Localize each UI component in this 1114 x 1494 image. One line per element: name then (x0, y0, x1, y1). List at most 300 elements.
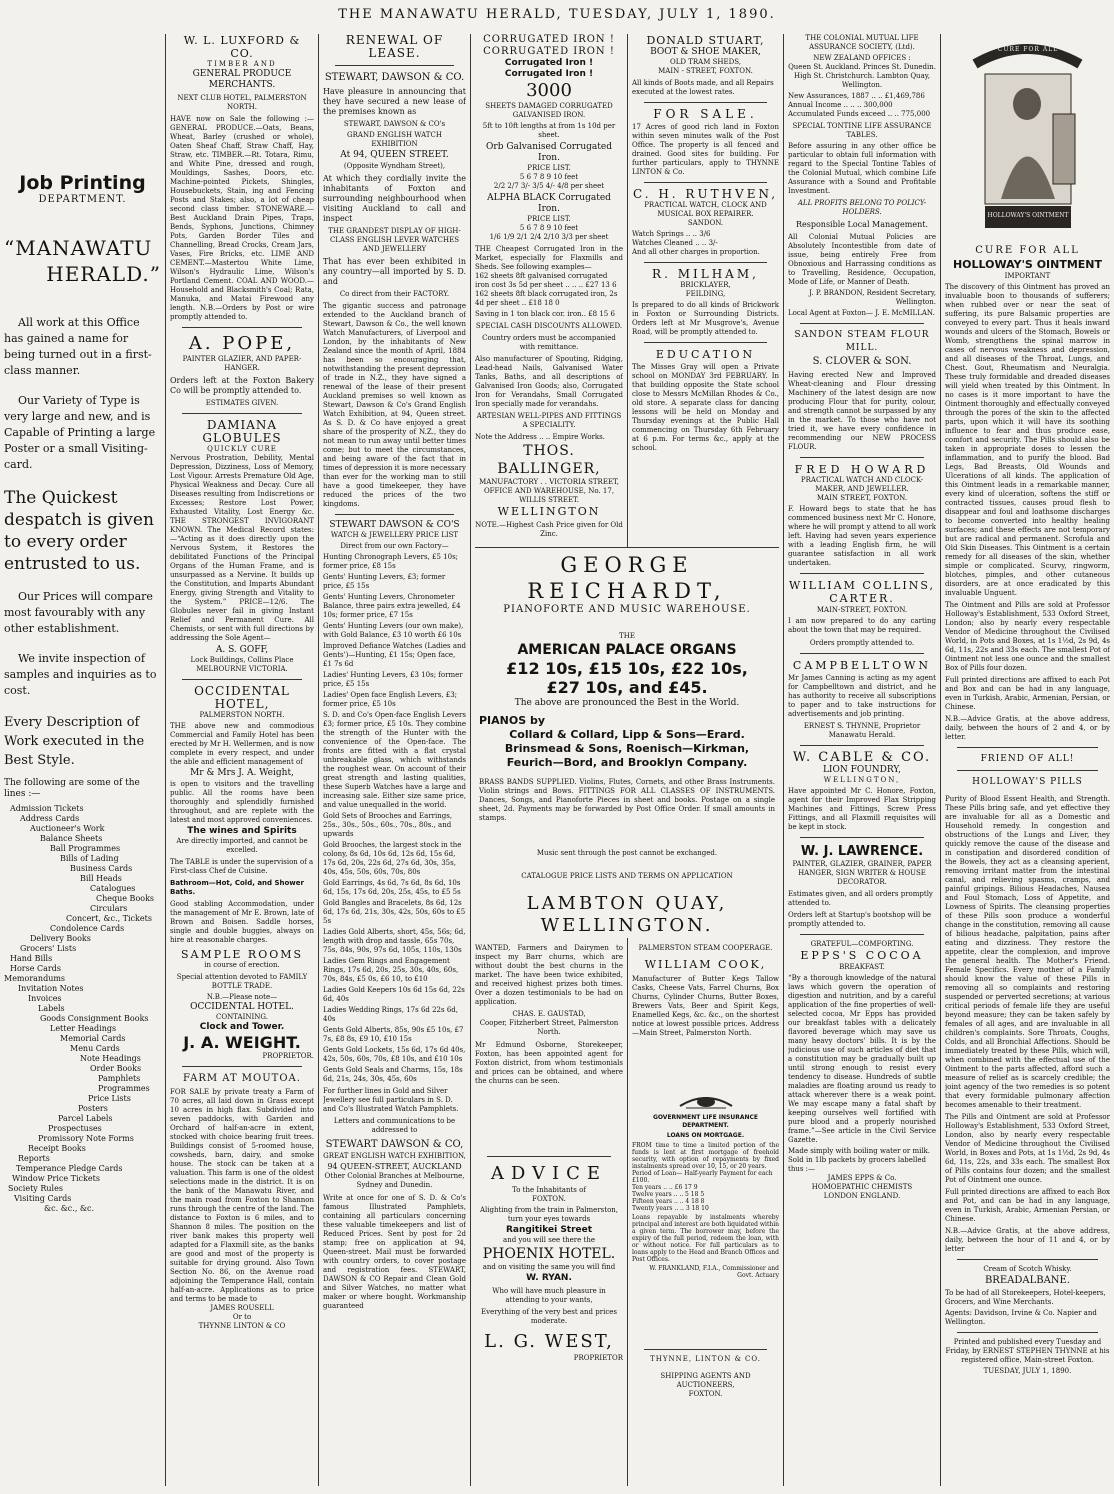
ad-name: THOS. BALLINGER, (497, 443, 601, 477)
price-list-item: Hunting Chronograph Levers, £5 10s; former price, £8 15s (323, 553, 459, 570)
ad-body: is open to visitors and the travelling public. All the rooms have been thoroughly and splendidly furnished throughout, and are replete with the latest and most approved conveniences. (170, 780, 314, 824)
ad-title: SANDON STEAM FLOUR MILL. (794, 330, 930, 353)
ad-location: PALMERSTON NORTH. (199, 711, 285, 719)
list-item: Reports (18, 1154, 50, 1163)
divider (800, 653, 924, 654)
loan-row: Twelve years .. .. 5 18 5 (632, 1191, 705, 1198)
ad-subtitle: CARTER. (829, 592, 895, 605)
list-item: Price Lists (88, 1094, 131, 1103)
lines-intro: The following are some of the lines :— (4, 778, 140, 799)
ad-heading: FRIEND OF ALL! (980, 754, 1075, 764)
ad-body: Everything of the very best and prices moderate. (481, 1308, 617, 1325)
ad-highlight: Clock and Tower. (199, 1022, 285, 1032)
list-item: Letter Headings (50, 1024, 117, 1033)
ad-signature: W. FRANKLAND, F.I.A., Commissioner and Govt. Actuary (649, 1265, 779, 1279)
price-list-item: Ladies Gem Rings and Engagement Rings, 17s 6d, 20s, 25s, 30s, 40s, 60s, 70s, 84s, £5 0s, £6 10, to £10 (323, 957, 459, 983)
ad-title: FARM AT MOUTOA. (183, 1073, 301, 1084)
ad-body: The Ointment and Pills are sold at Professor Holloway's Establishment, 533 Oxford Street, London; also by nearly every respectable Vendor of Medicine throughout the Civilised World, in Pots and Boxes, at 1s 1½d, 2s 9d, 4s 6d, 11s, 22s and 33s each. The smallest Pot of Ointment not less one ounce and the smallest Box of Pills four dozen. (945, 601, 1110, 672)
ad-body: 17 Acres of good rich land in Foxton within seven minutes walk of the Post Office. The property is all fenced and drained. Good sites for building. For further particulars, apply to THYNNE LINTON & Co. (632, 123, 779, 176)
ad-title: Corrugated Iron ! (504, 69, 594, 79)
ad-name: CHAS. E. GAUSTAD, (512, 1010, 586, 1018)
job-printing-text: We invite inspection of samples and inquiries as to cost. (4, 652, 157, 697)
ad-note: N.B.—Please note— (206, 993, 278, 1001)
crest-icon (632, 1092, 779, 1114)
list-item: Parcel Labels (58, 1114, 113, 1123)
ad-body: Before assuring in any other office be particular to obtain full information with regard to the Special Tontine Tables of the Colonial Mutual, which combine Life Assurance with a Sound and Profitable Investment. (788, 142, 936, 195)
herald-title-2: HERALD.” (46, 262, 161, 286)
divider (800, 837, 924, 838)
ad-subtitle: NEW ZEALAND OFFICES : (813, 54, 911, 62)
stat-row: Annual Income .. .. .. 300,000 (788, 101, 893, 109)
ad-location: SANDON. (687, 219, 724, 227)
ad-body: Co direct from their FACTORY. (339, 290, 450, 298)
column-4-lower (475, 940, 623, 1486)
price-list-item: Gents Gold Lockets, 15s 6d, 17s 6d 40s, 42s, 50s, 60s, 70s, £8 10s, and £10 10s (323, 1046, 466, 1063)
ad-location: NEXT CLUB HOTEL, PALMERSTON NORTH. (177, 94, 307, 111)
list-item: Auctioneer's Work (30, 824, 105, 833)
ad-name: THYNNE, LINTON & CO. (650, 1355, 761, 1363)
ad-highlight: Responsible Local Management. (795, 220, 929, 229)
ad-name: PHOENIX HOTEL. (482, 1246, 616, 1262)
ad-title: HOLLOWAY'S OINTMENT (952, 258, 1103, 271)
ad-body: Special attention devoted to FAMILY BOTTLE TRADE. (176, 973, 308, 990)
list-item: Catalogues (90, 884, 136, 893)
ad-subtitle: ALPHA BLACK Corrugated Iron. (487, 193, 611, 214)
ad-address: Queen St. Auckland. Princes St. Dunedin. High St. Christchurch. Lambton Quay, Wellington. (788, 63, 936, 89)
ad-address: Cooper, Fitzherbert Street, Palmerston North. (479, 1019, 619, 1036)
ad-body: THE Cheapest Corrugated Iron in the Market, especially for Flaxmills and Sheds. See following examples— (475, 245, 623, 271)
ad-location: FEILDING, (685, 290, 726, 298)
ad-subtitle: PRACTICAL WATCH, CLOCK AND MUSICAL BOX REPAIRER. (644, 201, 767, 218)
divider (644, 102, 767, 103)
divider (800, 745, 924, 746)
price-list-item: Ladies' Hunting Levers, £3 10s; former price, £5 15s (323, 671, 463, 688)
ad-address: (Opposite Wyndham Street), (343, 162, 446, 170)
ad-body: THE above new and commodious Commercial and Family Hotel has been erected by Mr H. Wellermen, and is now complete in every respect, and under the able and efficient management of (170, 722, 314, 766)
ad-title: W. CABLE & CO. (792, 750, 932, 765)
ad-subtitle: GENERAL PRODUCE (192, 69, 292, 79)
ad-title: EDUCATION (655, 348, 756, 361)
list-item: Ball Programmes (50, 844, 121, 853)
ad-subtitle: PIANOS by (479, 714, 546, 727)
ad-subtitle: SHEETS DAMAGED CORRUGATED GALVANISED IRON. (485, 102, 613, 119)
column-3 (323, 34, 466, 1486)
ad-heading: Cream of Scotch Whisky. (983, 1265, 1072, 1273)
price-list-item: Ladies Wedding Rings, 17s 6d 22s 6d, 40s (323, 1006, 458, 1023)
ad-title: EPPS'S COCOA (800, 949, 924, 962)
list-item: Bills of Lading (60, 854, 119, 863)
loan-row: Ten years .. .. £6 17 9 (632, 1184, 698, 1191)
ad-subtitle: PRACTICAL WATCH AND CLOCK-MAKER, AND JEWELLER. (800, 476, 924, 493)
ad-number: 3000 (526, 80, 572, 101)
list-item: Memorial Cards (60, 1034, 126, 1043)
divider (335, 514, 454, 515)
ad-title: CAMPBELLTOWN (792, 659, 932, 672)
ad-body: The discovery of this Ointment has proved an invaluable boon to thousands of sufferers; when rubbed over or near the seat of suffering, its pure Balsamic properties are conveyed to every part. Thus it heals inward wounds and ulcers of the Stomach, Bowels or Womb, strengthens the spinal marrow in cases of nervous weakness and depression, and all diseases of the Throat, Lungs, and Chest. Gout, Rheumatism and Neuralgia. These truly formidable and dreaded diseases will yield when treated by this Ointment. In no cases is it more important to have the Ointment thoroughly and effectually conveyed through the pores of the skin to the affected parts, upon which it will have its soothing influence to fear and thus produce ease, comfort and security. The Pills should also be taken in appropriate doses to lessen the inflammation, and to purify the blood. Bad Legs, Bad Breasts, Old Wounds and Ulcerations of all kinds. The application of this Ointment leads in a remarkable manner, every kind of ulceration, softens the stiff or contracted tissues, causes proud flesh to disappear and foul and loathsome discharges to become converted into healthy healing surfaces; and these effects are not temporary but are radical and permanent. Scrofula and Old Skin Diseases. This Ointment is a certain remedy for all diseases of the skin, whether simple or complicated. Scurvy, ringworm, blotches, pimples, and other cutaneous disorders, are at once eradicated by this invaluable Unguent. (945, 283, 1110, 597)
ad-signature: ERNEST S. THYNNE, Proprietor Manawatu Herald. (803, 722, 921, 739)
divider (957, 747, 1098, 748)
ad-body: STEWART, DAWSON & CO's (343, 120, 446, 128)
price-list-item: Ladies' Open face English Levers, £3; former price, £5 10s (323, 691, 458, 708)
price-list-item: Gents Gold Alberts, 85s, 90s £5 10s, £7 7s, £8 8s, £9 10, £10 15s (323, 1026, 464, 1043)
ad-body: Full printed directions are affixed to each Pot and Box and can be had in any language, even in Turkish, Arabic, Armenian, Persian, or Chinese. (945, 676, 1110, 711)
job-printing-text: All work at this Office has gained a name for being turned out in a first-class manner. (4, 316, 152, 377)
price-row: Saving in 1 ton black cor. iron.. £8 15 6 (475, 310, 615, 318)
ad-title: GOVERNMENT LIFE INSURANCE DEPARTMENT. (652, 1114, 759, 1129)
price-row: 5 6 7 8 9 10 feet (519, 224, 579, 232)
ad-body: Sold in 1lb packets by grocers labelled thus :— (788, 1156, 926, 1173)
list-item: Circulars (90, 904, 128, 913)
column-rule (783, 34, 784, 1486)
ad-body: All Colonial Mutual Policies are Absolutely Incontestible from date of issue, being entirely Free from Obnoxious and Harrassing conditions as to Travelling, Residence, Occupation, Mode of Life, or Manner of Death. (788, 233, 936, 286)
loan-row: Period of Loan— Half-yearly Payment for each £100. (632, 1170, 773, 1184)
column-6 (788, 34, 936, 1486)
ad-address: Lock Buildings, Collins Place MELBOURNE VICTORIA. (190, 656, 294, 673)
ad-body: Orders left at Startup's bootshop will be promptly attended to. (788, 911, 932, 928)
ad-subtitle: BRICKLAYER, (680, 281, 731, 289)
ad-body: Mr James Canning is acting as my agent for Campbelltown and district, and he has authority to receive all subscriptions to paper and to take instructions for advertisements and job printing. (788, 674, 936, 718)
column-5-lower (632, 940, 779, 1486)
ad-name: WILLIAM COOK, (644, 958, 767, 971)
ad-body: FROM time to time a limited portion of the funds is lent at first mortgage of freehold security, with option of repayments by fixed instalments spread over 10, 15, or 20 years. (632, 1142, 779, 1170)
ad-body: And all other charges in proportion. (632, 248, 760, 256)
ad-body: Have pleasure in announcing that they have secured a new lease of the premises known as (323, 87, 466, 116)
ad-location: OLD TRAM SHEDS, (669, 58, 741, 66)
divider (335, 65, 454, 66)
ad-title: PALMERSTON STEAM COOPERAGE. (638, 944, 773, 952)
ad-title: DONALD STUART, (646, 34, 765, 47)
ad-heading: CURE FOR ALL (975, 245, 1080, 256)
list-item: Posters (78, 1104, 108, 1113)
ad-body: FOR SALE by private treaty a Farm of 70 acres, all laid down in Grass except 10 acres in high flax. Subdivided into seven paddocks, with Garden and Orchard of half-an-acre in extent, stocked with choice bearing fruit trees. Buildings consist of 5-roomed house, cowsheds, barn, dairy, and smoke house. The stock can be taken at a valuation. This farm is one of the oldest selections made in the district. It is on the bank of the Manawatu River, and the main road from Foxton to Shannon runs through the centre of the land. The distance to Foxton is 6 miles, and to Shannon 8 miles. The position on the river bank makes this property well adapted for a Flaxmill site, as the banks are good and most of the property is suitable for drying ground. Also Town Section No. 86, on the Avenue road adjoining the Temperance Hall, contain half-an-acre. Applications as to price and terms to be made to (170, 1088, 314, 1303)
ad-title: Corrugated Iron ! (504, 58, 594, 68)
ad-title: OCCIDENTAL HOTEL, (194, 684, 290, 711)
ad-note: N.B.—Advice Gratis, at the above address, daily, between the hour of 11 and 4, or by letter (945, 1227, 1110, 1253)
ad-title: THE COLONIAL MUTUAL LIFE ASSURANCE SOCIETY, (Ltd). (805, 34, 919, 51)
ad-highlight: SAMPLE ROOMS (180, 948, 304, 961)
ad-body: in course of erection. (204, 961, 280, 969)
ad-body: The gigantic success and patronage extended to the Auckland branch of Stewart, Dawson & Co., the well known Watch Manufacturers, of Liverpool and London, by the inhabitants of New Zealand since the month of April, 1884 has been so encouraging that, notwithstanding the present depression of trade in N.Z., they have signed a renewal of the lease of their present Auckland premises so well known as Stewart, Dawson & Co's Grand English Watch Exhibition, at 94, Queen street. As S. D. & Co have enjoyed a great share of the prosperity of N.Z., they do not mean to run away until better times come; but to meet the circumstances, and being aware of the fact that in times of depression it is more necessary than ever for the working man to still have a good timekeeper, they have reduced the prices of the two kingdoms. (323, 302, 466, 508)
loan-row: Fifteen years .. .. 4 18 8 (632, 1198, 705, 1205)
ad-subtitle: PIANOFORTE AND MUSIC WAREHOUSE. (503, 604, 751, 615)
ad-body: Is prepared to do all kinds of Brickwork in Foxton or Surrounding Districts. Orders left at Mr Musgrove's, Avenue Road, will be promptly attended to. (632, 301, 779, 336)
list-item: Condolence Cards (50, 924, 125, 933)
ad-note: NOTE.—Highest Cash Price given for Old Zinc. (475, 521, 623, 538)
price-list-item: S. D. and Co's Open-face English Levers £3; former price, £5 10s. They combine the strength of the Hunter with the convenience of the Open-face. The fronts are fitted with a flat crystal unbreakable glass, which withstands the roughest wear. On account of their great strength and lasting qualities, these Superb Watches have a large and increasing sale. Either size same price, and value unequalled in the world. (323, 711, 466, 809)
ad-address: LAMBTON QUAY, WELLINGTON. (526, 893, 728, 936)
list-item: Invoices (28, 994, 62, 1003)
ad-subtitle: Orb Galvanised Corrugated Iron. (486, 142, 612, 163)
column-rule (165, 34, 166, 1486)
list-item: Promissory Note Forms (38, 1134, 134, 1143)
ad-subtitle: IMPORTANT (1004, 272, 1051, 280)
price-row: 162 sheets 8ft galvanised corrugated iron cost 3s 5d per sheet .. .. .. £27 13 6 (475, 272, 617, 289)
list-item: Hand Bills (10, 954, 53, 963)
herald-title-1: “MANAWATU (4, 236, 153, 260)
ad-body: Are directly imported, and cannot be excelled. (176, 837, 308, 854)
ad-body: The above are pronounced the Best in the World. (514, 698, 740, 708)
ad-note: Or to (232, 1313, 252, 1321)
price-list-item: Improved Defiance Watches (Ladies and Gents')—Hunting, £1 15s; Open face, £1 7s 6d (323, 642, 466, 668)
list-item: Concert, &c., Tickets (66, 914, 152, 923)
ad-heading: GRATEFUL—COMFORTING. (810, 940, 914, 948)
ad-body: All kinds of Boots made, and all Repairs executed at the lowest rates. (632, 79, 774, 96)
ad-highlight: THE GRANDEST DISPLAY OF HIGH-CLASS ENGLISH LEVER WATCHES AND JEWELLERY (328, 227, 461, 253)
ad-highlight: AMERICAN PALACE ORGANS (517, 642, 737, 658)
price-list-item: Gold Brooches, the largest stock in the colony, 8s 6d, 10s 6d, 12s 6d, 15s 6d, 17s 6d, 20s, 22s 6d, 27s 6d, 30s, 35s, 40s, 45s, 50s, 60s, 70s, 80s (323, 841, 462, 876)
ad-body: Have appointed Mr C. Honore, Foxton, agent for their Improved Flax Stripping Machines and Fittings, Screw Press Fittings, and all Flaxmill requisites will be kept in stock. (788, 787, 936, 831)
price-row: Watches Cleaned .. .. 3/- (632, 239, 718, 247)
ad-highlight: ARTESIAN WELL-PIPES AND FITTINGS A SPECIALITY. (476, 412, 622, 429)
ad-subtitle: QUICKLY CURE (207, 445, 277, 453)
price-list-item: Gold Earrings, 4s 6d, 7s 6d, 8s 6d, 10s 6d, 15s, 17s 6d, 20s, 25s, 45s, to £5 5s (323, 879, 461, 896)
column-rule (318, 34, 319, 1486)
ad-title: ADVICE (490, 1163, 608, 1184)
ad-body: WANTED, Farmers and Dairymen to inspect my Barr churns, which are without doubt the best churns in the market. The have been twice exhibited, and received highest prizes both times. Over a dozen testimonials to be had on application. (475, 944, 623, 1006)
ad-body: I am now prepared to do any carting about the town that may be required. (788, 617, 936, 634)
divider (644, 342, 767, 343)
divider (957, 1259, 1098, 1260)
stat-row: New Assurances, 1887 .. .. £1,469,786 (788, 92, 925, 100)
column-7 (945, 34, 1110, 1486)
ad-title: FOR SALE. (653, 107, 758, 121)
ad-title: W. L. LUXFORD & CO. (183, 34, 301, 60)
ad-subtitle: BREAKFAST. (839, 963, 885, 971)
list-item: Programmes (98, 1084, 150, 1093)
ad-subtitle: GREAT ENGLISH WATCH EXHIBITION, (323, 1152, 466, 1160)
ad-body: Estimates given, and all orders promptly attended to. (788, 890, 933, 907)
list-item: Grocers' Lists (20, 944, 77, 953)
ad-title: FRED HOWARD (794, 463, 930, 476)
divider (644, 182, 767, 183)
divider (957, 1332, 1098, 1333)
ad-body: Other Colonial Branches at Melbourne, Sydney and Dunedin. (324, 1172, 465, 1189)
column-job-printing (4, 34, 161, 1486)
ad-body: The Pills and Ointment are sold at Professor Holloway's Establishment, 533 Oxford Street, London, also by nearly every respectable Vendor of Medicine throughout the Civilised World, in Boxes and Pots, at 1s 1½d, 2s 9d, 4s 6d, 11s, 22s, and 33s each. The smallest Box of Pills contains four dozen; and the smallest Pot of Ointment one ounce. (945, 1113, 1110, 1184)
ad-body: Country orders must be accompanied with remittance. (482, 334, 616, 351)
list-item: Cheque Books (96, 894, 155, 903)
reichardt-ad (475, 547, 779, 938)
logo-text-bottom: HOLLOWAY'S OINTMENT (987, 212, 1069, 219)
divider (644, 1349, 767, 1350)
ad-body: Who will have much pleasure in attending to your wants, (492, 1287, 606, 1304)
ad-body: Loans repayable by instalments whereby principal and interest are both liquidated within a given term. The borrower may, before the expiry of the full period, redeem the loan, with or without notice. For full particulars as to loans apply to the Head and Branch Offices and Post Offices. (632, 1214, 779, 1263)
ad-highlight: ALL PROFITS BELONG TO POLICY-HOLDERS. (797, 199, 927, 216)
ad-body: The Misses Gray will open a Private school on MONDAY 3rd FEBRUARY. In that building opposite the State school close to Messrs McMillan Rhodes & Co., old store. A separate class for dancing lessons will be held on Monday and Thursday evenings at the Public Hall commencing on Thursday 6th February at 6 p.m. For terms &c., apply at the school. (632, 363, 779, 452)
ad-body: Orders left at the Foxton Bakery Co will be promptly attended to. (170, 376, 314, 395)
stat-row: Accumulated Funds exceed .. .. 775,000 (788, 110, 931, 118)
price-list-item: Gents' Hunting Levers, £3; former price, £5 15s (323, 573, 446, 590)
divider (800, 934, 924, 935)
ad-body: To be had of all Storekeepers, Hotel-keepers, Grocers, and Wine Merchants. (945, 1289, 1106, 1306)
ad-body: That has ever been exhibited in any country—all imported by S. D. and (323, 257, 466, 286)
divider (800, 323, 924, 324)
job-printing-text: Our Variety of Type is very large and new, and is Capable of Printing a large Poster or a small Visiting-card. (4, 394, 156, 471)
ad-subtitle: WATCH & JEWELLERY PRICE LIST (330, 531, 459, 539)
ad-title: RENEWAL OF LEASE. (345, 34, 444, 60)
ad-signature: J. P. BRANDON, Resident Secretary, Wellington. (809, 289, 936, 306)
ad-title: HOLLOWAY'S PILLS (972, 777, 1083, 787)
list-item: Society Rules (8, 1184, 63, 1193)
list-item: Order Books (90, 1064, 142, 1073)
ad-location: FOXTON. (688, 1390, 723, 1398)
ad-subtitle: MERCHANTS. (208, 80, 276, 90)
ad-subtitle: PAINTER, GLAZIER, GRAINER, PAPER HANGER, SIGN WRITER & HOUSE DECORATOR. (792, 860, 932, 886)
list-item: Note Headings (80, 1054, 141, 1063)
price-list-item: Ladies Gold Alberts, short, 45s, 56s; 6d, length with drop and tassle, 65s 70s, 75s, 84s, 90s, 97s 6d, 105s, 110s, 130s (323, 928, 466, 954)
ad-body: Mr Edmund Osborne, Storekeeper, Foxton, has been appointed agent for Foxton district, from whom testimonials and prices can be obtained, and where the churns can be seen. (475, 1041, 623, 1085)
ad-body: Nervous Prostration, Debility, Mental Depression, Dizziness, Loss of Memory, Lost Vigour. Arrests Premature Old Age, Physical Weakness and Decay. Cure all Diseases resulting from Indiscretions or Excesses; Restore Lost Power, Exhausted Vitality, Lost Energy &c. THE STRONGEST INVIGORANT KNOWN. The Medical Record states:—“Acting as it does directly upon the Nervous System, it Restores the debilitated Functions of the Principal Organs of the Human Frame, and is unsurpassed as a Nervine. It builds up the Constitution, and Imparts Abundant Energy, giving Strength and Vitality to the System.” PRICE—12/6. The Globules never fail in giving Instant Relief and Permanent Cure. All Chemists, or sent with full directions by addressing the Sole Agent— (170, 454, 314, 642)
ad-body: For further lines in Gold and Silver Jewellery see full particulars in S. D. and Co's Illustrated Watch Pamphlets. (323, 1087, 459, 1113)
list-item: Menu Cards (70, 1044, 120, 1053)
list-item: Pamphlets (98, 1074, 141, 1083)
holloway-logo (945, 34, 1110, 244)
list-item: Goods Consignment Books (40, 1014, 149, 1023)
job-printing-text: Our Prices will compare most favourably with any other establishment. (4, 590, 153, 635)
ad-location: WELLINGTON, (823, 776, 901, 784)
divider (182, 327, 302, 328)
divider (644, 262, 767, 263)
ad-body: The TABLE is under the supervision of a First-class Chef de Cuisine. (170, 858, 314, 875)
ad-city: WELLINGTON (497, 505, 601, 518)
ad-body: and you will see there the (503, 1236, 595, 1244)
ad-body: Made simply with boiling water or milk. (788, 1147, 931, 1155)
list-item: Memorandums (4, 974, 66, 983)
ad-name: JAMES ROUSELL (210, 1304, 274, 1312)
loan-row: Twenty years .. .. 3 18 10 (632, 1205, 709, 1212)
ad-names: Mr & Mrs J. A. Weight, (190, 768, 294, 778)
price-list-item: Gents' Hunting Levers, Chronometer Balance, three pairs extra jewelled, £4 10s; former price, £7 15s (323, 593, 461, 619)
ad-subtitle: BOOT & SHOE MAKER, (650, 47, 761, 57)
ad-body: SHIPPING AGENTS AND AUCTIONEERS, (660, 1372, 751, 1389)
ad-title: WILLIAM COLLINS, (789, 579, 935, 592)
price-list-item: Gents' Hunting Levers (our own make), with Gold Balance, £3 10 worth £6 10s (323, 622, 464, 639)
list-item: Admission Tickets (10, 804, 84, 813)
ad-agent: Local Agent at Foxton— J. E. McMILLAN. (788, 309, 935, 317)
ad-firm: STEWART, DAWSON & CO. (324, 72, 465, 83)
price-list-label: PRICE LIST. (527, 215, 571, 223)
divider (800, 457, 924, 458)
list-item: Delivery Books (30, 934, 91, 943)
ad-agent: THYNNE LINTON & CO (198, 1322, 286, 1330)
list-item: Bill Heads (80, 874, 122, 883)
ad-signature: JAMES EPPS & Co. (827, 1174, 897, 1182)
ad-title: C. H. RUTHVEN, (632, 187, 779, 201)
ad-prices: £27 10s, and £45. (546, 678, 708, 697)
ad-name: OCCIDENTAL HOTEL. (190, 1002, 294, 1012)
ad-body: Full printed directions are affixed to each Box and Pot, and can be had in any language, even in Turkish, Arabic, Armenian Persian, or Chinese. (945, 1188, 1110, 1223)
ad-body: and on visiting the same you will find (482, 1263, 616, 1271)
list-item: Business Cards (70, 864, 133, 873)
ad-body: F. Howard begs to state that he has commenced business next Mr C. Honore, where he will prompt y attend to all work left. Having had seven years experience with a leading English firm, he will guarantee satisfaction in all work undertaken. (788, 505, 936, 567)
ad-address: MANUFACTORY . . VICTORIA STREET, OFFICE AND WAREHOUSE, No. 17, WILLIS STREET. (479, 478, 619, 504)
ad-body: Purity of Blood Essent Health, and Strength. These Pills bring safe, and yet effective they are invaluable for all as a Domestic and Household remedy. In congestion and obstructions of the Lungs and Liver, they quickly remove the cause of the disease and in constipation and disordered condition of the Bowels, they act as a cleansing aperient, removing irritant matter from the intestinal canal, and relieving spasms, cramps, and painful gripings. Bilious Headaches, Nausea and Foul Stomach, Loss of Appetite, and Lowness of Spirits. The cleansing properties of these Pills soon produce a wonderful change in the constitution, removing all cause of bilious headache, palpitation, pains after eating and dizziness. They restore the appetite, clear the complexion, and improve the general health. The Mother's Friend. Female Specifics. Every mother of a Family should know the value of these Pills in removing all so complaints and restoring suspended or perverted secretions; at various critical periods of female life they are useful beyond measure; they can be taken safely by females of all ages, and are invaluable in all children's complaints. Sore Throats, Coughs, Colds, and all Bronchial Affections. Should be immediately treated by these Pills, which will, when combined with the effectual use of the Ointment to the parts affected, afford such a measure of relief as is scarcely credible; the joint agency of the two remedies is so potent that every formidable pulmonary affection becomes amenable to their treatment. (945, 795, 1110, 1109)
column-rule (470, 34, 471, 1486)
ad-note: ESTIMATES GIVEN. (205, 399, 279, 407)
list-item: Window Price Tickets (12, 1174, 100, 1183)
ad-role: PROPRIETOR. (262, 1052, 314, 1060)
ad-body: CATALOGUE PRICE LISTS AND TERMS ON APPLICATION (521, 872, 733, 880)
ad-name: GEORGE REICHARDT, (527, 553, 727, 603)
ad-highlight: Rangitikei Street (505, 1225, 593, 1235)
column-rule (940, 34, 941, 1486)
ad-body: HAVE now on Sale the following :— GENERAL PRODUCE.—Oats, Beans, Wheat, Barley (crushed or whole), Oaten Sheaf Chaff, Straw Chaff, Hay, Straw, etc. TIMBER.—Rt. Totara, Rimu, and White Pine, dressed and rough, Mouldings, Sashes, Doors, etc. Machine-pointed Pickets, Shingles, Housebuckets, Stain, ing and Fencing Posts and Stakes; also, a lot of cheap second class timber. STONEWARE.—Best Auckland Drain Pipes, Traps, Bends, Syphons, Junctions, Chimney Pots, Garden Border Tiles and Channelling, Bread Crocks, Cream Jars, Vases, Fire Bricks, etc. LIME AND CEMENT.—Mastertou White Lime, Wilson's Hydraulic Lime, Wilson's Portland Cement. COAL AND WOOD.—Household and Blacksmith's Coal; Rata, Manuka, and Matai Firewood any length. N.B.—Orders by Post or wire promptly attended to. (170, 115, 314, 321)
divider (182, 413, 302, 414)
list-item: Visiting Cards (14, 1194, 72, 1203)
ad-name: S. CLOVER & SON. (812, 356, 912, 367)
list-item: Prospectuses (48, 1124, 102, 1133)
divider (800, 573, 924, 574)
ad-proprietor: J. A. WEIGHT. (183, 1033, 301, 1052)
ad-makers: Collard & Collard, Lipp & Sons—Erard. Brinsmead & Sons, Roenisch—Kirkman, Feurich—Bord, and Brooklyn Company. (504, 728, 750, 769)
column-5 (632, 34, 779, 544)
divider (182, 679, 302, 680)
price-list-label: PRICE LIST. (527, 164, 571, 172)
ad-body: “By a thorough knowledge of the natural laws which govern the operation of digestion and nutrition, and by a careful application of the fine properties of well-selected cocoa, Mr Epps has provided our breakfast tables with a delicately flavored beverage which may save us many heavy doctors' bills. It is by the judicious use of such articles of diet that a constitution may be gradually built up until strong enough to resist every tendency to disease. Hundreds of subtle maladies are floating around us ready to attack wherever there is a weak point. We may escape many a fatal shaft by keeping ourselves well fortified with pure blood and a properly nourished frame.”—See article in the Civil Service Gazette. (788, 974, 936, 1144)
ad-body: GRAND ENGLISH WATCH EXHIBITION (347, 131, 442, 148)
price-list-item: Gents Gold Seals and Charms, 15s, 18s 6d, 21s, 24s, 30s, 45s, 60s (323, 1066, 463, 1083)
price-list-item: Gold Bangles and Bracelets, 8s 6d, 12s 6d, 17s 6d, 21s, 30s, 42s, 50s, 60s to £5 5s (323, 899, 466, 925)
list-item: Invitation Notes (18, 984, 84, 993)
masthead: THE MANAWATU HERALD, TUESDAY, JULY 1, 1890. (338, 7, 776, 22)
ad-title: STEWART DAWSON & CO, (325, 1139, 464, 1150)
price-row: 5 6 7 8 9 10 feet (519, 173, 579, 181)
price-row: 1/6 1/9 2/1 2/4 2/10 3/3 per sheet (489, 233, 609, 241)
job-printing-title: Job Printing (19, 172, 146, 194)
list-item: &c. &c., &c. (44, 1204, 95, 1213)
ad-body: Note the Address .. .. Empire Works. (475, 433, 605, 441)
ad-body: Also manufacturer of Spouting, Ridging, Lead-head Nails, Galvanised Water Tanks, Baths, and all descriptions of Galvanised Iron Goods; also, Corrugated Iron for Verandahs, Small Corrugated Iron specially made for verandahs. (475, 355, 623, 408)
ad-body: Manufacturer of Butter Kegs Tallow Casks, Cheese Vats, Farrel Churns, Box Churns, Cylinder Churns, Butter Boxes, Brewers Vats, Beer and Spirit Kegs, Enamelled Kegs, &c. &c., on the shortest notice at lowest possible prices. Address—Main Street, Palmerston North. (632, 975, 779, 1037)
ad-proprietor: L. G. WEST, (484, 1331, 614, 1352)
ad-signature: LONDON ENGLAND. (823, 1192, 901, 1200)
logo-text-top: CURE FOR ALL (997, 46, 1059, 53)
ad-body: Direct from our own Factory— (340, 542, 449, 550)
ad-title: W. J. LAWRENCE. (800, 844, 924, 859)
ad-body: Good stabling Accommodation, under the management of Mr E. Brown, late of Brown and Boisen. Saddle horses, single and double buggies, always on hire at reasonable charges. (170, 900, 314, 944)
printing-lines-list (4, 804, 161, 1214)
price-row: 162 sheets 8ft black corrugated iron, 2s 4d per sheet .. £18 18 0 (475, 290, 618, 307)
ad-highlight: SPECIAL CASH DISCOUNTS ALLOWED. (475, 322, 623, 330)
ad-body: Letters and communications to be addressed to (333, 1117, 456, 1134)
imprint: Printed and published every Tuesday and Friday, by ERNEST STEPHEN THYNNE at his registered office, Main-street Foxton. (945, 1338, 1110, 1364)
ad-subtitle: LOANS ON MORTGAGE. (666, 1132, 745, 1139)
ad-title: CORRUGATED IRON ! (483, 34, 615, 45)
ad-label: THE (619, 632, 635, 640)
ad-subtitle: PAINTER GLAZIER, AND PAPER-HANGER. (182, 355, 302, 372)
ad-role: PROPRIETOR (573, 1354, 623, 1362)
ad-body: BRASS BANDS SUPPLIED. Violins, Flutes, Cornets, and other Brass Instruments. Violin strings and Bows. FITTINGS FOR ALL CLASSES OF INSTRUMENTS. Dances, Songs, and Pianoforte Pieces in sheet and books. Postage on a single sheet, 2d. Payments may be forwarded by Post Office Order. If small amounts in stamps. (479, 778, 775, 822)
ad-agent: Agents: Davidson, Irvine & Co. Napier and Wellington. (945, 1309, 1097, 1326)
price-row: Watch Springs .. .. 3/6 (632, 230, 711, 238)
ad-address: At 94, QUEEN STREET. (340, 150, 449, 160)
ad-body: Having erected New and Improved Wheat-cleaning and Flour dressing Machinery of the latest design are now producing Flour that for purity, colour, and strength cannot be surpassed by any in the market. To those who have not tried it, we have every confidence in recommending our NEW PROCESS FLOUR. (788, 371, 936, 451)
list-item: Address Cards (20, 814, 80, 823)
ad-title: BREADALBANE. (984, 1275, 1071, 1286)
ad-agent: A. S. GOFF, (215, 645, 269, 655)
department-label: DEPARTMENT. (38, 194, 127, 205)
quickest-despatch: The Quickest despatch is given to every order entrusted to us. (4, 488, 154, 574)
ad-body: FOXTON. (532, 1195, 566, 1203)
ad-title: CORRUGATED IRON ! (483, 46, 615, 57)
ad-title: STEWART DAWSON & CO'S (329, 520, 460, 530)
ad-subtitle: SPECIAL TONTINE LIFE ASSURANCE TABLES. (792, 122, 932, 139)
ad-body: CONTAINING. (216, 1013, 268, 1021)
ad-body: To the Inhabitants of (512, 1186, 586, 1194)
every-description: Every Description of Work executed in the Best Style. (4, 715, 145, 768)
ad-title: R. MILHAM, (652, 267, 759, 281)
ad-prices: £12 10s, £15 10s, £22 10s, (506, 659, 748, 678)
